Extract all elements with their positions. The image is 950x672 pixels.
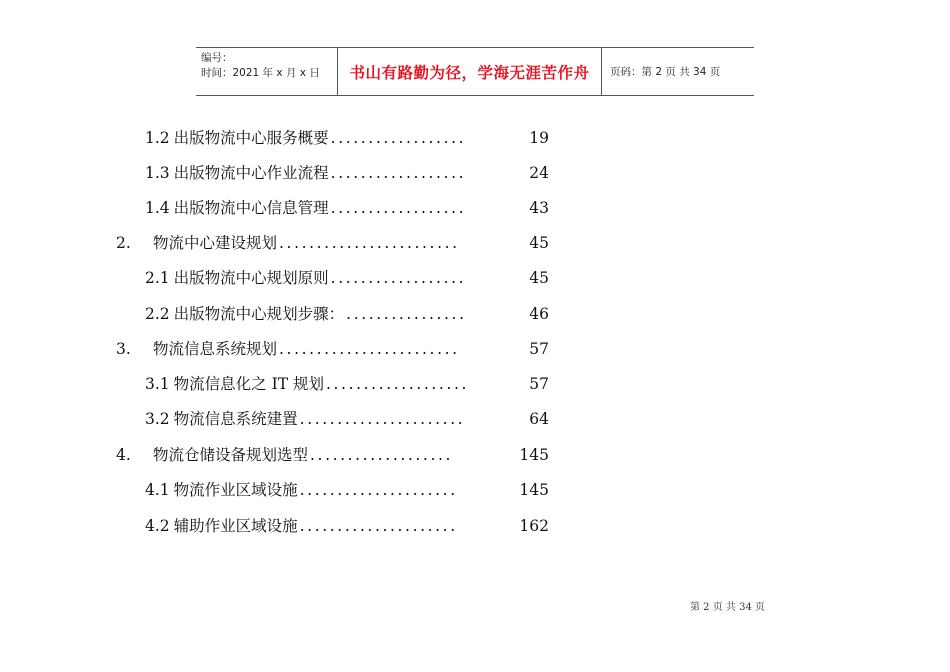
toc-entry-page: 24	[529, 164, 549, 182]
toc-chapter-entry[interactable]	[116, 232, 549, 254]
toc-entry-page: 57	[529, 340, 549, 358]
toc-entry-title: 出版物流中心信息管理	[173, 199, 329, 217]
document-date-label: 时间：2021 年 x 月 x 日	[201, 67, 320, 79]
toc-entry-title: 物流作业区域设施	[173, 481, 298, 499]
toc-entry-title: 出版物流中心规划步骤：	[173, 305, 345, 323]
toc-entry-leader: ................	[346, 305, 467, 323]
header-motto: 书山有路勤为径，学海无涯苦作舟	[349, 63, 590, 82]
toc-entry-leader: ...................	[325, 375, 469, 393]
toc-entry-number: 4.1	[145, 481, 170, 499]
toc-entry-page: 43	[529, 199, 549, 217]
toc-entry[interactable]	[145, 479, 549, 501]
toc-entry-number: 2.2	[145, 305, 170, 323]
toc-entry-title: 出版物流中心作业流程	[173, 164, 329, 182]
toc-entry-page: 45	[529, 269, 549, 287]
toc-entry-leader: ...................	[310, 446, 454, 464]
toc-entry-page: 145	[519, 446, 549, 464]
toc-entry-page: 57	[529, 375, 549, 393]
footer-page-number: 第 2 页 共 34 页	[690, 602, 765, 613]
toc-entry-page: 46	[529, 305, 549, 323]
toc-entry[interactable]	[145, 303, 549, 325]
toc-entry-leader: ..................	[330, 129, 467, 147]
toc-entry-page: 19	[529, 129, 549, 147]
toc-entry-title: 辅助作业区域设施	[173, 517, 298, 535]
toc-entry[interactable]	[145, 162, 549, 184]
toc-entry-leader: ..................	[330, 164, 467, 182]
toc-entry[interactable]	[145, 267, 549, 289]
toc-entry-leader: .....................	[299, 481, 458, 499]
toc-entry-title: 物流信息化之 IT 规划	[173, 375, 324, 393]
toc-entry-number: 2.1	[145, 269, 170, 287]
toc-entry[interactable]	[145, 197, 549, 219]
toc-entry-page: 162	[519, 517, 549, 535]
toc-entry-number: 1.3	[145, 164, 170, 182]
toc-entry-title: 物流中心建设规划	[153, 234, 278, 252]
toc-entry-page: 145	[519, 481, 549, 499]
page-footer	[690, 598, 765, 613]
toc-entry-leader: ..................	[330, 199, 467, 217]
toc-entry-leader: ..................	[330, 269, 467, 287]
toc-entry-page: 64	[529, 410, 549, 428]
toc-entry-number: 4.2	[145, 517, 170, 535]
toc-entry-leader: ........................	[279, 340, 460, 358]
header-page-code: 页码：第 2 页 共 34 页	[610, 66, 721, 78]
toc-entry-leader: ......................	[299, 410, 466, 428]
toc-entry-leader: .....................	[299, 517, 458, 535]
toc-entry-title: 物流信息系统规划	[153, 340, 278, 358]
toc-entry-number: 4.	[116, 446, 131, 464]
toc-entry-number: 1.2	[145, 129, 170, 147]
toc-entry-number: 1.4	[145, 199, 170, 217]
toc-entry-number: 3.2	[145, 410, 170, 428]
toc-entry[interactable]	[145, 373, 549, 395]
toc-chapter-entry[interactable]	[116, 338, 549, 360]
toc-entry-title: 出版物流中心服务概要	[173, 129, 329, 147]
toc-entry-leader: ........................	[279, 234, 460, 252]
toc-entry-title: 物流信息系统建置	[173, 410, 298, 428]
toc-entry-title: 出版物流中心规划原则	[173, 269, 329, 287]
toc-entry-number: 3.1	[145, 375, 170, 393]
toc-entry[interactable]	[145, 515, 549, 537]
toc-entry-title: 物流仓储设备规划选型	[153, 446, 309, 464]
toc-entry-number: 3.	[116, 340, 131, 358]
toc-entry-page: 45	[529, 234, 549, 252]
document-number-label: 编号：	[201, 52, 233, 64]
toc-entry[interactable]	[145, 408, 549, 430]
toc-entry-number: 2.	[116, 234, 131, 252]
toc-entry[interactable]	[145, 127, 549, 149]
toc-chapter-entry[interactable]	[116, 444, 549, 466]
